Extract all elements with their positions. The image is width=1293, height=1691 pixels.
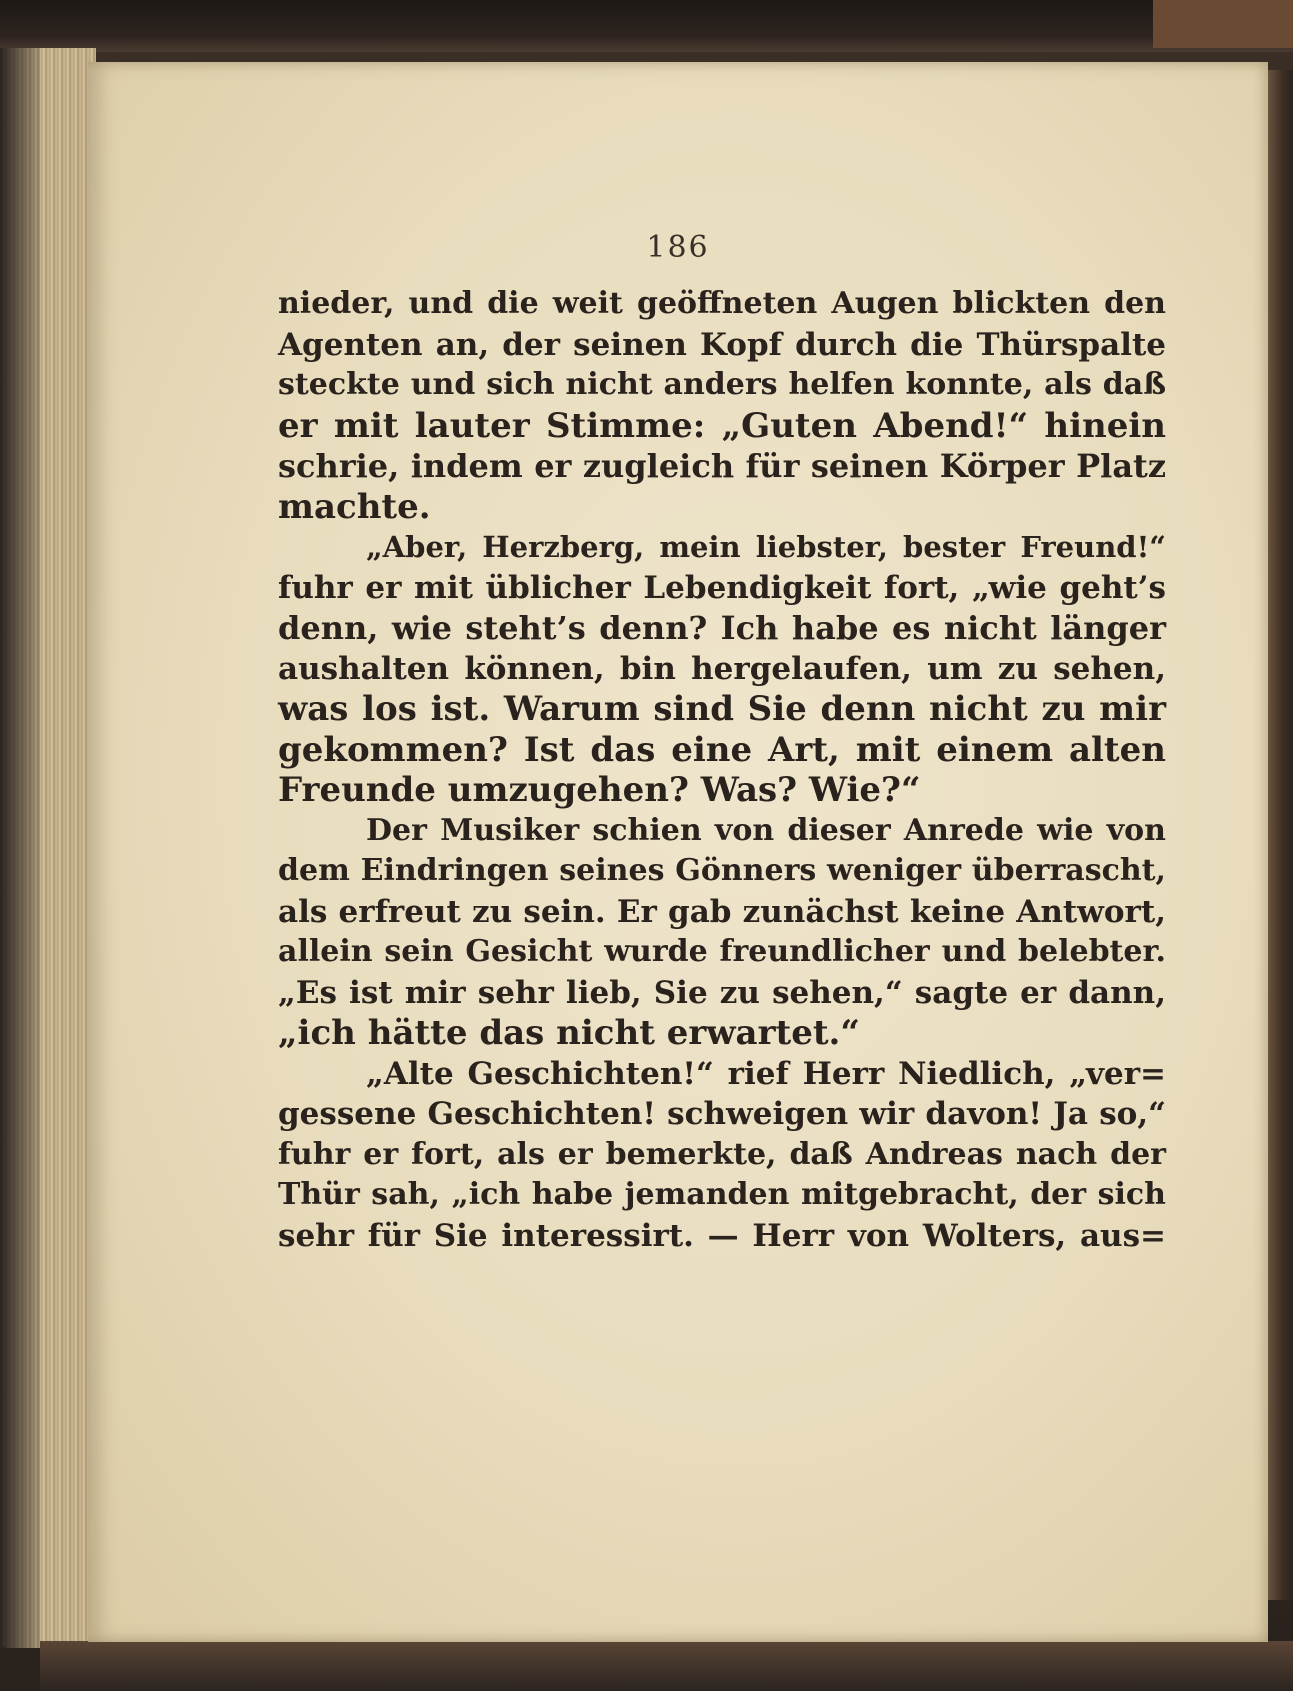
- page-number: 186: [646, 230, 710, 265]
- text-line: Thür sah, „ich habe jemanden mitgebracht, der sich: [278, 1177, 1166, 1212]
- text-line: fuhr er fort, als er bemerkte, daß Andreas nach der: [278, 1136, 1166, 1172]
- text-line: dem Eindringen seines Gönners weniger überrascht,: [278, 853, 1166, 888]
- book-right-edge: [1267, 70, 1293, 1600]
- text-line: gekommen? Ist das eine Art, mit einem alten: [278, 729, 1166, 770]
- text-line: allein sein Gesicht wurde freundlicher und belebter.: [278, 934, 1166, 969]
- text-line: sehr für Sie interessirt. — Herr von Wolters, aus=: [278, 1217, 1166, 1254]
- text-line: nieder, und die weit geöffneten Augen blickten den: [278, 286, 1166, 321]
- text-line: „Alte Geschichten!“ rief Herr Niedlich, „ver=: [366, 1055, 1166, 1092]
- book-cover-edge: [0, 0, 1293, 52]
- body-text: [278, 284, 1166, 1256]
- book-page: [88, 62, 1268, 1642]
- text-line: Agenten an, der seinen Kopf durch die Thürspalte: [278, 326, 1166, 363]
- page-block-edges: [0, 48, 96, 1648]
- text-line: „ich hätte das nicht erwartet.“: [278, 1013, 860, 1053]
- text-line: fuhr er mit üblicher Lebendigkeit fort, „wie geht’s: [278, 569, 1166, 606]
- text-line: gessene Geschichten! schweigen wir davon! Ja so,“: [278, 1096, 1166, 1132]
- text-line: Der Musiker schien von dieser Anrede wie von: [366, 812, 1166, 848]
- text-line: er mit lauter Stimme: „Guten Abend!“ hinein: [278, 405, 1166, 446]
- text-line: „Aber, Herzberg, mein liebster, bester Freund!“: [366, 530, 1166, 564]
- text-line: aushalten können, bin hergelaufen, um zu sehen,: [278, 650, 1166, 687]
- text-line: steckte und sich nicht anders helfen konnte, als daß: [278, 367, 1166, 402]
- text-line: als erfreut zu sein. Er gab zunächst keine Antwort,: [278, 893, 1166, 930]
- text-line: schrie, indem er zugleich für seinen Körper Platz: [278, 447, 1166, 485]
- text-line: was los ist. Warum sind Sie denn nicht zu mir: [278, 689, 1166, 729]
- book-bottom-edge: [40, 1641, 1293, 1691]
- text-line: machte.: [278, 486, 431, 527]
- text-line: „Es ist mir sehr lieb, Sie zu sehen,“ sagte er dann,: [278, 974, 1166, 1011]
- text-line: denn, wie steht’s denn? Ich habe es nicht länger: [278, 609, 1166, 647]
- text-line: Freunde umzugehen? Was? Wie?“: [278, 770, 921, 810]
